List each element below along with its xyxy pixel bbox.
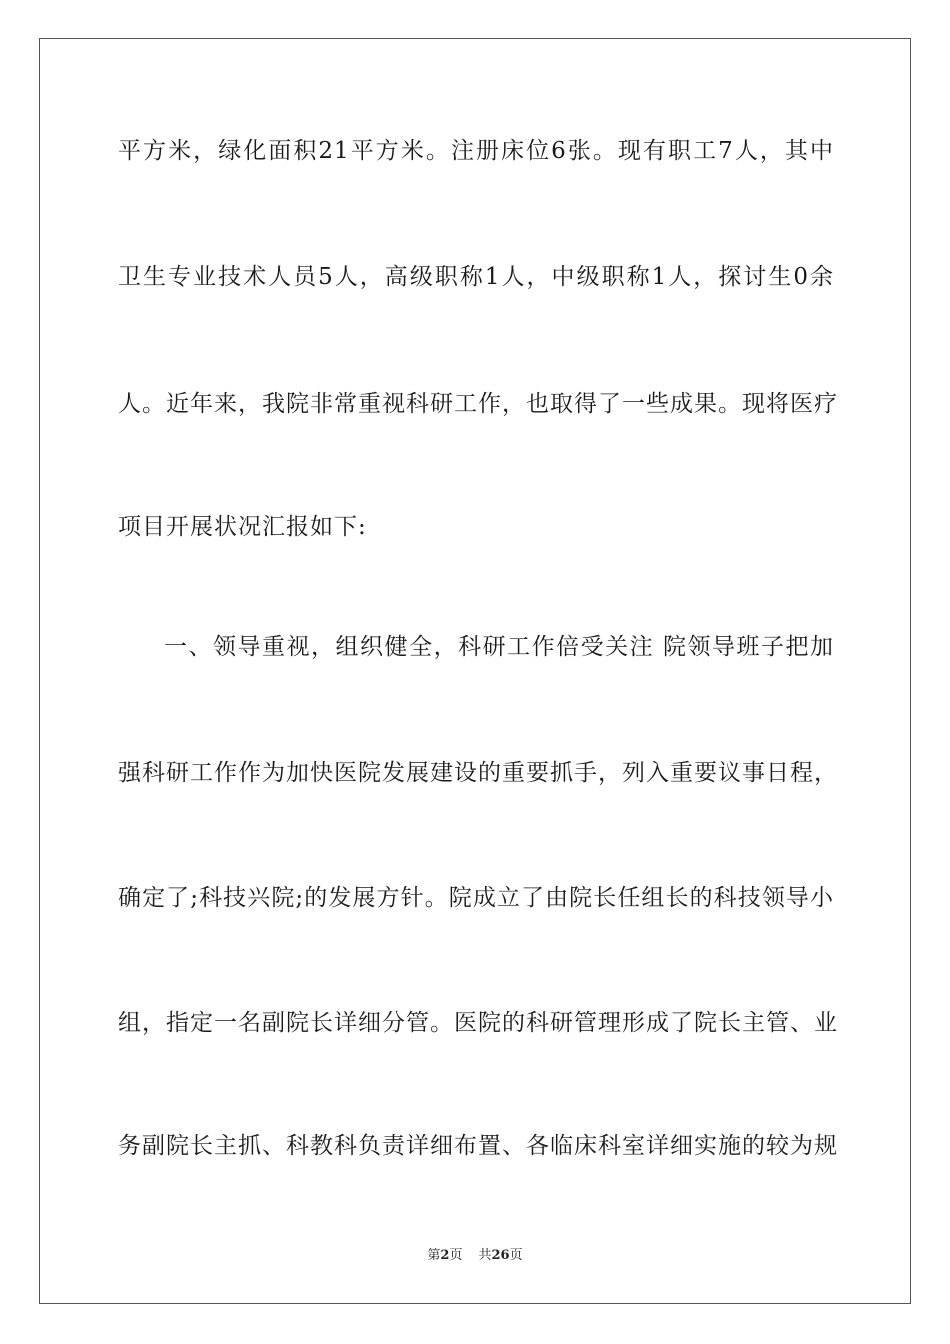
body-line-2: 卫生专业技术人员5人，高级职称1人，中级职称1人，探讨生0余 bbox=[118, 264, 834, 290]
total-suffix: 页 bbox=[509, 1248, 523, 1263]
total-pages: 26 bbox=[491, 1248, 510, 1263]
body-line-6: 强科研工作作为加快医院发展建设的重要抓手，列入重要议事日程， bbox=[118, 760, 838, 786]
page-prefix: 第 bbox=[427, 1248, 441, 1263]
body-line-4: 项目开展状况汇报如下: bbox=[118, 514, 367, 540]
page-border bbox=[39, 38, 911, 1304]
body-line-9: 务副院长主抓、科教科负责详细布置、各临床科室详细实施的较为规 bbox=[118, 1133, 838, 1159]
page-number: 2 bbox=[440, 1248, 450, 1263]
body-line-8: 组，指定一名副院长详细分管。医院的科研管理形成了院长主管、业 bbox=[118, 1010, 838, 1036]
page-footer bbox=[0, 1247, 950, 1265]
page-suffix: 页 bbox=[449, 1248, 463, 1263]
body-line-1: 平方米，绿化面积21平方米。注册床位6张。现有职工7人，其中 bbox=[118, 138, 834, 164]
body-line-3: 人。近年来，我院非常重视科研工作，也取得了一些成果。现将医疗 bbox=[118, 391, 838, 417]
total-prefix: 共 bbox=[478, 1248, 492, 1263]
body-line-5: 一、领导重视，组织健全，科研工作倍受关注 院领导班子把加 bbox=[164, 634, 834, 660]
body-line-7: 确定了;科技兴院;的发展方针。院成立了由院长任组长的科技领导小 bbox=[118, 885, 834, 911]
